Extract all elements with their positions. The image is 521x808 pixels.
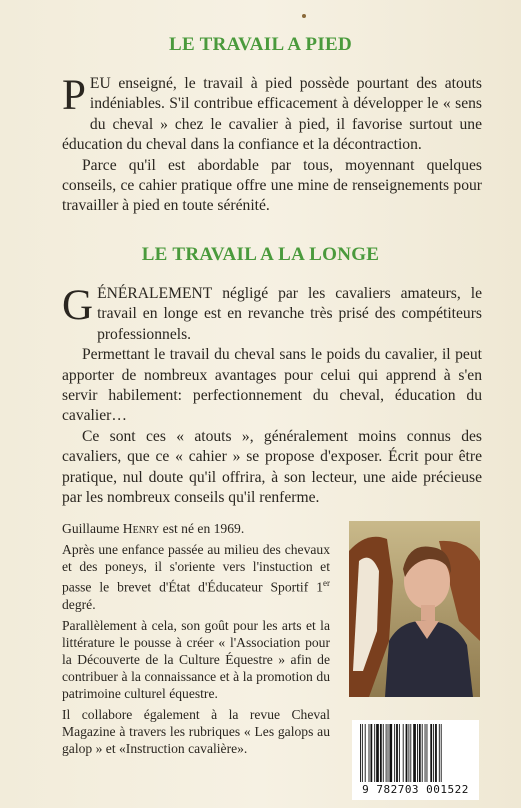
author-portrait-image: [349, 521, 480, 697]
paragraph: Parce qu'il est abordable par tous, moyennant quelques conseils, ce cahier pratique offre une mine de renseignements pour travailler à pied en toute sérénité.: [62, 156, 482, 215]
bio-text: degré.: [62, 596, 96, 612]
bio-paragraph: Il collabore également à la revue Cheval Magazine à travers les rubriques « Les galops au galop » et «Instruction cavalière».: [62, 706, 330, 756]
author-firstname: Guillaume: [62, 521, 123, 536]
lead-small-caps: ÉNÉRALEMENT: [97, 285, 213, 302]
barcode-number: 9 782703 001522: [362, 783, 469, 796]
section-body-travail-a-la-longe: [62, 284, 482, 508]
superscript: er: [323, 578, 330, 588]
author-born: est né en 1969.: [159, 521, 245, 536]
paragraph: Ce sont ces « atouts », généralement moins connus des cavaliers, que ce « cahier » se propose d'exposer. Écrit pour être pratique, nul doute qu'il offrira, à son lecteur, une aide précieuse par les nombreux conseils qu'il renferme.: [62, 427, 482, 507]
paragraph: [62, 284, 482, 345]
author-photo: [349, 521, 480, 697]
barcode-bars: [360, 724, 474, 782]
section-body-travail-a-pied: [62, 74, 482, 217]
lead-small-caps: EU: [89, 75, 111, 92]
bio-text: Après une enfance passée au milieu des chevaux et des poneys, il s'oriente vers l'instuction et passe le brevet d'État d'Éducateur Sportif 1: [62, 542, 330, 595]
author-lastname: Henry: [122, 521, 160, 536]
bio-paragraph: Parallèlement à cela, son goût pour les arts et la littérature le pousse à créer « l'Association pour la Découverte de la Culture Équestre » afin de contribuer à la connaissance et à la promotion du patrimoine culturel équestre.: [62, 617, 330, 701]
author-bio: [62, 520, 330, 761]
bio-line: [62, 520, 330, 537]
paragraph-text: négligé par les cavaliers amateurs, le travail en longe est en revanche très prisé des compétiteurs professionnels.: [97, 285, 482, 343]
bio-paragraph: [62, 541, 330, 613]
paragraph: Permettant le travail du cheval sans le poids du cavalier, il peut apporter de nombreux avantages pour celui qui apprend à s'en servir habilement: perfectionnement du cheval, éducation du cavalier…: [62, 346, 482, 425]
paragraph: [62, 74, 482, 156]
drop-cap: P: [62, 72, 86, 119]
section-title-travail-a-la-longe: LE TRAVAIL A LA LONGE: [141, 244, 380, 265]
section-title-travail-a-pied: LE TRAVAIL A PIED: [168, 34, 353, 55]
drop-cap: G: [62, 282, 94, 329]
paragraph-text: enseigné, le travail à pied possède pourtant des atouts indéniables. S'il contribue efficacement à développer le « sens du cheval » chez le cavalier à pied, il favorise surtout une éducation du cheval dans la confiance et la décontraction.: [62, 75, 482, 154]
paper-speck: [302, 14, 306, 18]
isbn-barcode: [352, 720, 479, 800]
